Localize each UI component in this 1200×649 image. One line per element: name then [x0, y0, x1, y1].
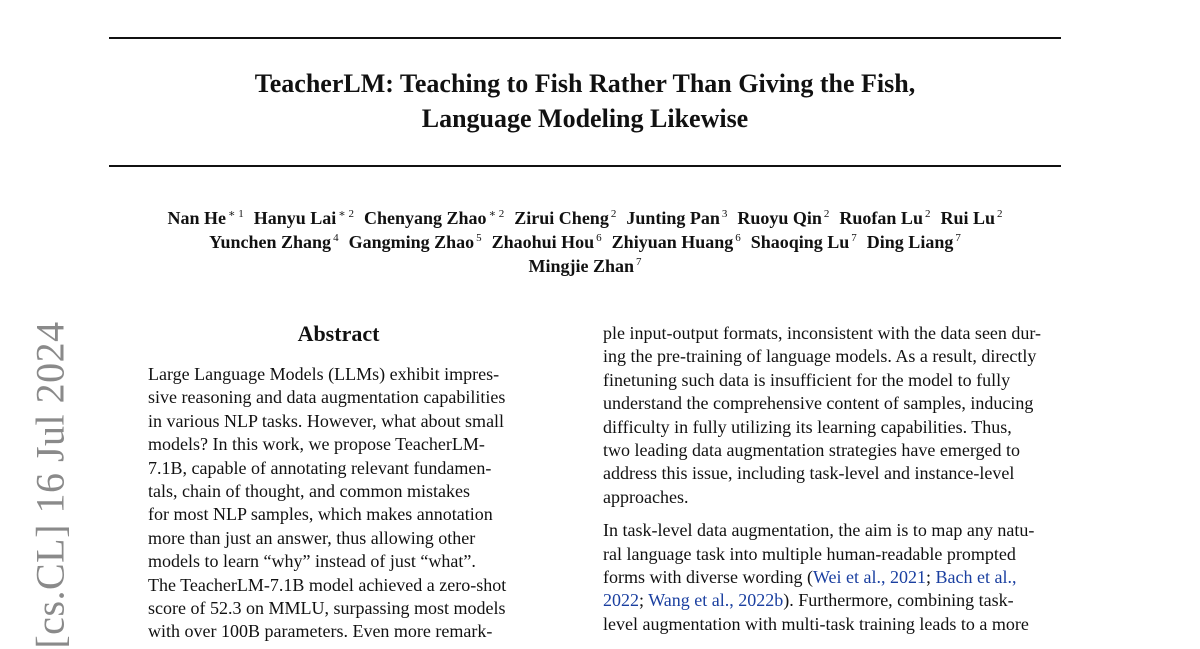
author: [528, 256, 641, 276]
author: [737, 208, 829, 228]
author-affiliation-mark: 2: [823, 208, 830, 220]
text-line: ing the pre-training of language models. As a result, directly: [603, 346, 1037, 367]
author: [839, 208, 930, 228]
text-line: [603, 566, 1063, 589]
text-line: ral language task into multiple human-readable prompted: [603, 543, 1016, 564]
text-line: In task-level data augmentation, the aim is to map any natu-: [603, 520, 1035, 541]
paper-title: [109, 66, 1061, 136]
text-line: finetuning such data is insufficient for the model to fully: [603, 369, 1011, 390]
author-name: Nan He: [167, 208, 227, 228]
abstract-heading: Abstract: [297, 321, 380, 346]
author-name: Hanyu Lai: [253, 208, 337, 228]
author-affiliation-mark: 4: [333, 232, 339, 244]
text-line: score of 52.3 on MMLU, surpassing most models: [148, 597, 506, 618]
text-line: The TeacherLM-7.1B model achieved a zero-shot: [148, 574, 507, 595]
author-affiliation-mark: ∗ 1: [228, 208, 244, 220]
author: [349, 232, 482, 252]
author: [364, 208, 504, 228]
author-affiliation-mark: 2: [924, 208, 931, 220]
text-line: tals, chain of thought, and common mistakes: [148, 480, 470, 501]
author-name: Shaoqing Lu: [750, 232, 850, 252]
author-line: [60, 230, 1110, 254]
intro-paragraph-1: [603, 322, 1063, 509]
text-line: understand the comprehensive content of samples, inducing: [603, 393, 1034, 414]
author-name: Mingjie Zhan: [528, 256, 634, 276]
text-line: two leading data augmentation strategies have emerged to: [603, 439, 1021, 460]
arxiv-stamp: [cs.CL] 16 Jul 2024: [27, 321, 73, 649]
author: [626, 208, 727, 228]
text-line: ple input-output formats, inconsistent with the data seen dur-: [603, 323, 1042, 343]
citation-link[interactable]: Wang et al., 2022b: [648, 590, 784, 611]
title-line-1: TeacherLM: Teaching to Fish Rather Than Giving the Fish,: [254, 69, 916, 98]
text-fragment: forms with diverse wording (: [603, 566, 813, 587]
author: [209, 232, 338, 252]
text-line: 7.1B, capable of annotating relevant fundamen-: [148, 457, 492, 478]
author-line: [60, 206, 1110, 230]
author-affiliation-mark: 7: [636, 256, 642, 268]
text-line: more than just an answer, thus allowing other: [148, 527, 476, 548]
author-name: Zirui Cheng: [514, 208, 609, 228]
author-affiliation-mark: 7: [851, 232, 857, 244]
text-line: in various NLP tasks. However, what about small: [148, 410, 505, 431]
author-affiliation-mark: 7: [955, 232, 961, 244]
author-name: Rui Lu: [940, 208, 995, 228]
author: [514, 208, 616, 228]
author-affiliation-mark: 5: [476, 232, 482, 244]
text-line: models? In this work, we propose TeacherLM-: [148, 434, 485, 455]
author-name: Ding Liang: [866, 232, 954, 252]
text-line: with over 100B parameters. Even more remark-: [148, 621, 493, 642]
author: [751, 232, 857, 252]
author-affiliation-mark: 2: [610, 208, 617, 220]
author-list: [60, 206, 1110, 278]
author: [612, 232, 741, 252]
author-affiliation-mark: 2: [996, 208, 1003, 220]
bottom-rule: [109, 165, 1061, 167]
text-line: [603, 589, 1063, 612]
text-line: approaches.: [603, 486, 689, 507]
text-line: for most NLP samples, which makes annotation: [148, 504, 493, 525]
text-fragment: ;: [639, 590, 649, 611]
citation-link[interactable]: 2022: [603, 590, 639, 611]
author-name: Chenyang Zhao: [364, 208, 487, 228]
author-affiliation-mark: 6: [735, 232, 741, 244]
citation-link[interactable]: Wei et al., 2021: [812, 566, 926, 587]
author-name: Junting Pan: [626, 208, 720, 228]
author: [254, 208, 354, 228]
author-name: Yunchen Zhang: [209, 232, 332, 252]
text-line: level augmentation with multi-task training leads to a more: [603, 613, 1029, 634]
citation-link[interactable]: Bach et al.,: [935, 566, 1017, 587]
intro-paragraph-2: [603, 519, 1063, 636]
top-rule: [109, 37, 1061, 39]
text-fragment: ;: [926, 566, 936, 587]
author: [492, 232, 602, 252]
author: [867, 232, 961, 252]
author: [168, 208, 244, 228]
author-affiliation-mark: 3: [721, 208, 728, 220]
text-line: models to learn “why” instead of just “what”.: [148, 551, 476, 572]
text-line: sive reasoning and data augmentation capabilities: [148, 387, 506, 408]
text-fragment: ). Furthermore, combining task-: [783, 590, 1014, 611]
author-name: Zhiyuan Huang: [611, 232, 734, 252]
author-name: Gangming Zhao: [348, 232, 475, 252]
abstract-body: [148, 363, 529, 644]
author-name: Ruofan Lu: [839, 208, 923, 228]
author: [940, 208, 1002, 228]
author-affiliation-mark: 6: [596, 232, 602, 244]
text-line: difficulty in fully utilizing its learning capabilities. Thus,: [603, 416, 1012, 437]
author-affiliation-mark: ∗ 2: [338, 208, 355, 220]
author-name: Ruoyu Qin: [737, 208, 822, 228]
author-affiliation-mark: ∗ 2: [488, 208, 505, 220]
author-line: [60, 254, 1110, 278]
text-line: address this issue, including task-level and instance-level: [603, 463, 1015, 484]
text-line: Large Language Models (LLMs) exhibit impres-: [148, 364, 500, 384]
intro-column: [603, 322, 1063, 636]
author-name: Zhaohui Hou: [491, 232, 595, 252]
title-line-2: Language Modeling Likewise: [421, 104, 749, 133]
